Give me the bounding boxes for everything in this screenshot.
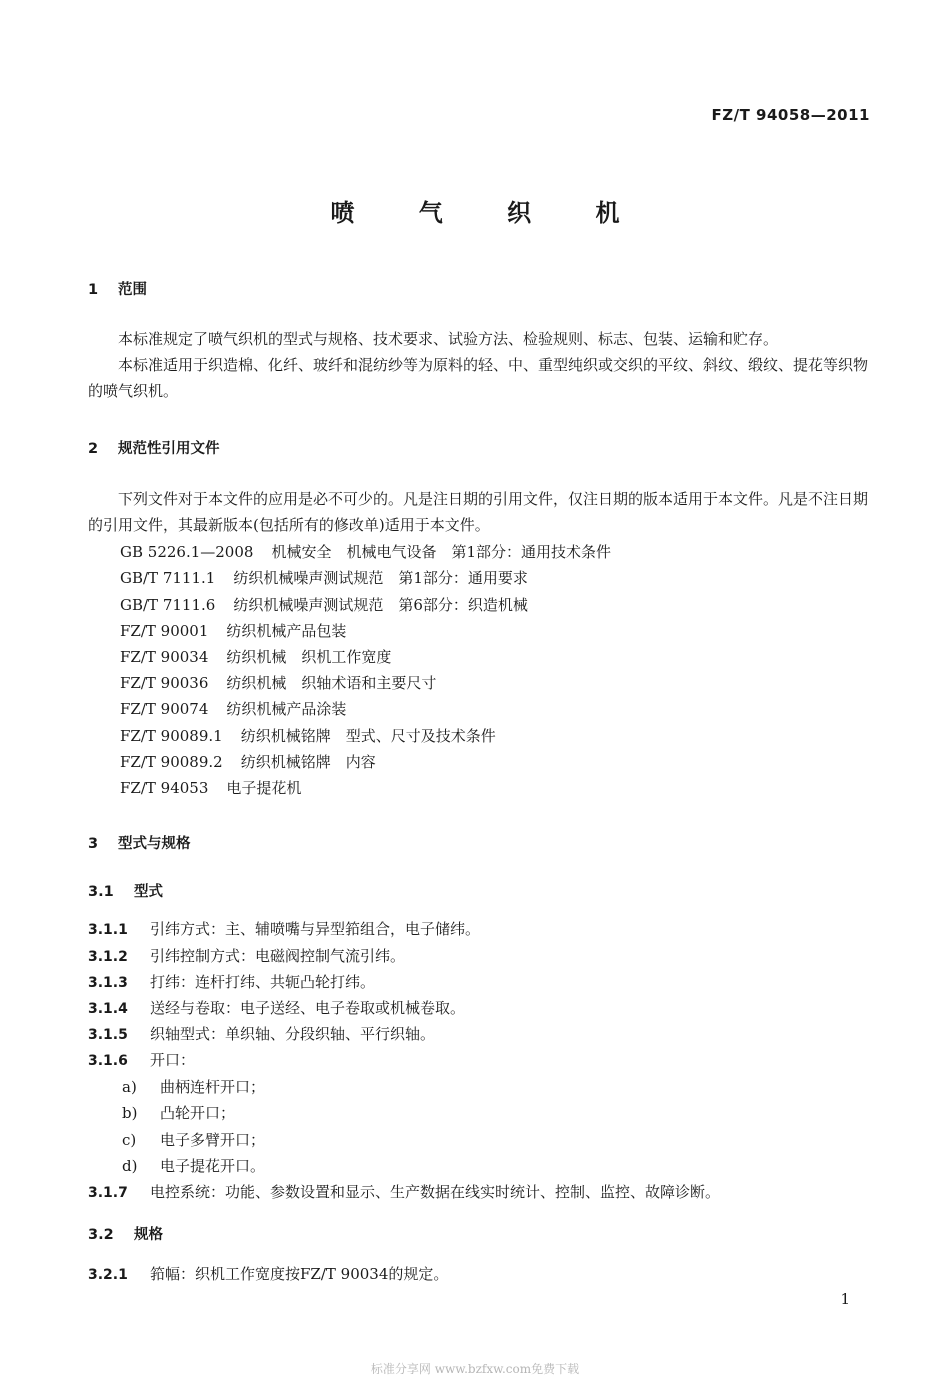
list-text: 曲柄连杆开口；: [160, 1078, 266, 1096]
clause-number: 3.1.4: [88, 1001, 128, 1017]
reference-code: GB/T 7111.1: [120, 569, 216, 587]
clause-item: [88, 1023, 435, 1044]
paragraph: 本标准适用于织造棉、化纤、玻纤和混纺纱等为原料的轻、中、重型纯织或交织的平纹、斜纹、缎纹、提花等织物的喷气织机。: [88, 356, 869, 400]
reference-item: [120, 751, 376, 772]
section-number: 1: [88, 282, 99, 298]
reference-title: 纺织机械铭牌 型式、尺寸及技术条件: [240, 727, 496, 745]
section-title: 型式与规格: [118, 836, 191, 852]
paragraph: 本标准规定了喷气织机的型式与规格、技术要求、试验方法、检验规则、标志、包装、运输和贮存。: [118, 330, 779, 348]
section-title: 范围: [118, 282, 147, 298]
list-text: 电子提花开口。: [160, 1157, 266, 1175]
page-number: 1: [840, 1290, 850, 1308]
reference-title: 纺织机械产品包装: [226, 622, 347, 640]
watermark: 标准分享网 www.bzfxw.com免费下载: [370, 1362, 580, 1376]
list-item: [122, 1129, 265, 1150]
reference-code: FZ/T 90089.1: [120, 727, 223, 745]
reference-title: 纺织机械噪声测试规范 第6部分：织造机械: [233, 596, 528, 614]
section-heading: [88, 437, 220, 458]
reference-item: [120, 672, 436, 693]
clause-item: [88, 1263, 448, 1284]
list-item: [122, 1155, 265, 1176]
reference-item: [120, 698, 346, 719]
clause-number: 3.1.5: [88, 1027, 128, 1043]
reference-code: GB 5226.1—2008: [120, 543, 254, 561]
clause-item: [88, 945, 405, 966]
clause-number: 3.2.1: [88, 1267, 128, 1283]
paragraph: 下列文件对于本文件的应用是必不可少的。凡是注日期的引用文件，仅注日期的版本适用于本文件。凡是不注日期的引用文件，其最新版本(包括所有的修改单)适用于本文件。: [88, 490, 869, 534]
clause-text: 送经与卷取：电子送经、电子卷取或机械卷取。: [150, 999, 466, 1017]
list-label: a): [122, 1078, 137, 1096]
clause-text: 引纬控制方式：电磁阀控制气流引纬。: [150, 947, 406, 965]
list-label: d): [122, 1157, 138, 1175]
subsection-number: 3.2: [88, 1227, 114, 1243]
clause-text: 开口：: [150, 1051, 196, 1069]
document-code: FZ/T 94058—2011: [711, 106, 870, 124]
clause-item: [88, 918, 480, 939]
section-title: 规范性引用文件: [118, 441, 220, 457]
section-heading: [88, 278, 147, 299]
list-text: 凸轮开口；: [160, 1104, 236, 1122]
reference-code: FZ/T 90089.2: [120, 753, 223, 771]
section-number: 3: [88, 836, 99, 852]
list-label: b): [122, 1104, 138, 1122]
reference-code: FZ/T 94053: [120, 779, 209, 797]
reference-title: 纺织机械铭牌 内容: [240, 753, 376, 771]
reference-code: FZ/T 90001: [120, 622, 209, 640]
clause-text: 引纬方式：主、辅喷嘴与异型筘组合，电子储纬。: [150, 920, 481, 938]
reference-item: [120, 777, 301, 798]
list-item: [122, 1102, 235, 1123]
reference-title: 纺织机械 织轴术语和主要尺寸: [226, 674, 437, 692]
reference-item: [120, 541, 611, 562]
reference-title: 纺织机械 织机工作宽度: [226, 648, 392, 666]
clause-text: 电控系统：功能、参数设置和显示、生产数据在线实时统计、控制、监控、故障诊断。: [150, 1183, 721, 1201]
reference-item: [120, 725, 496, 746]
list-label: c): [122, 1131, 137, 1149]
reference-title: 机械安全 机械电气设备 第1部分：通用技术条件: [271, 543, 611, 561]
reference-item: [120, 594, 528, 615]
clause-item: [88, 997, 465, 1018]
subsection-title: 规格: [134, 1227, 163, 1243]
page-title: 喷 气 织 机: [330, 198, 648, 227]
subsection-heading: [88, 880, 163, 901]
clause-item: [88, 1181, 720, 1202]
clause-number: 3.1.6: [88, 1053, 128, 1069]
clause-item: [88, 971, 375, 992]
list-item: [122, 1076, 265, 1097]
subsection-number: 3.1: [88, 884, 114, 900]
reference-code: FZ/T 90034: [120, 648, 209, 666]
clause-item: [88, 1049, 195, 1070]
reference-code: GB/T 7111.6: [120, 596, 216, 614]
list-text: 电子多臂开口；: [160, 1131, 266, 1149]
reference-code: FZ/T 90036: [120, 674, 209, 692]
reference-item: [120, 646, 391, 667]
reference-title: 纺织机械产品涂装: [226, 700, 347, 718]
clause-text: 打纬：连杆打纬、共轭凸轮打纬。: [150, 973, 376, 991]
clause-number: 3.1.7: [88, 1185, 128, 1201]
section-number: 2: [88, 441, 99, 457]
clause-number: 3.1.2: [88, 949, 128, 965]
subsection-title: 型式: [134, 884, 163, 900]
reference-title: 电子提花机: [226, 779, 302, 797]
reference-code: FZ/T 90074: [120, 700, 209, 718]
clause-number: 3.1.1: [88, 922, 128, 938]
reference-title: 纺织机械噪声测试规范 第1部分：通用要求: [233, 569, 528, 587]
reference-item: [120, 567, 528, 588]
reference-item: [120, 620, 346, 641]
clause-number: 3.1.3: [88, 975, 128, 991]
clause-text: 织轴型式：单织轴、分段织轴、平行织轴。: [150, 1025, 436, 1043]
clause-text: 筘幅：织机工作宽度按FZ/T 90034的规定。: [150, 1265, 449, 1283]
subsection-heading: [88, 1223, 163, 1244]
section-heading: [88, 832, 191, 853]
